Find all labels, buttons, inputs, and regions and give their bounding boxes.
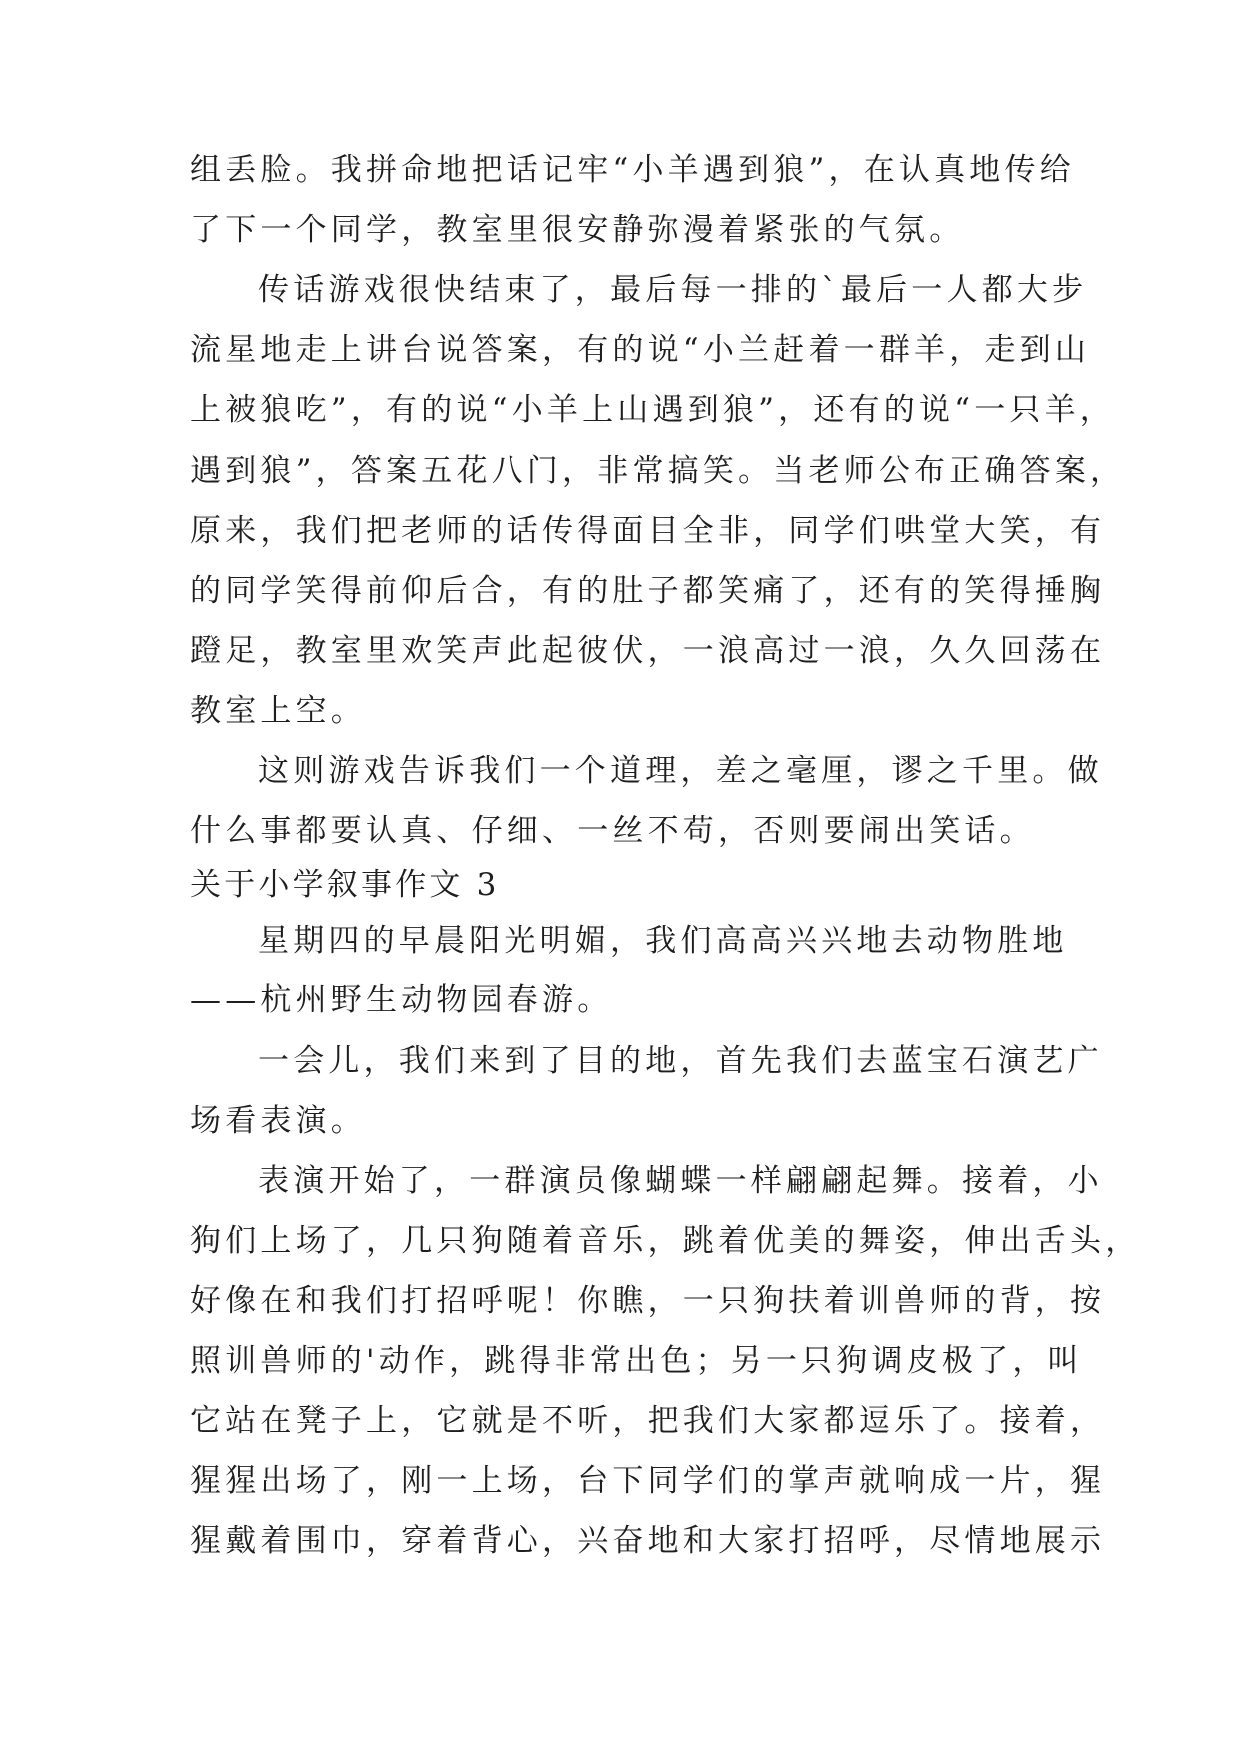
text-line: 猩戴着围巾，穿着背心，兴奋地和大家打招呼，尽情地展示 <box>190 1523 1106 1559</box>
paragraph-start-line: 这则游戏告诉我们一个道理，差之毫厘，谬之千里。做 <box>258 753 1103 789</box>
paragraph-start-line: 星期四的早晨阳光明媚，我们高高兴兴地去动物胜地 <box>258 923 1068 959</box>
text-line: 遇到狼”，答案五花八门，非常搞笑。当老师公布正确答案， <box>190 453 1126 489</box>
text-line: 蹬足，教室里欢笑声此起彼伏，一浪高过一浪，久久回荡在 <box>190 633 1106 669</box>
paragraph-start-line: 传话游戏很快结束了，最后每一排的`最后一人都大步 <box>258 272 1088 308</box>
text-line: 上被狼吃”，有的说“小羊上山遇到狼”，还有的说“一只羊， <box>190 392 1115 428</box>
text-line: 教室上空。 <box>190 693 366 729</box>
text-line: 狗们上场了，几只狗随着音乐，跳着优美的舞姿，伸出舌头， <box>190 1223 1141 1259</box>
text-line: 好像在和我们打招呼呢！你瞧，一只狗扶着训兽师的背，按 <box>190 1283 1106 1319</box>
paragraph-start-line: 一会儿，我们来到了目的地，首先我们去蓝宝石演艺广 <box>258 1043 1103 1079</box>
text-line: 了下一个同学，教室里很安静弥漫着紧张的气氛。 <box>190 212 965 248</box>
text-line: 场看表演。 <box>190 1103 366 1139</box>
section-heading: 关于小学叙事作文 3 <box>190 867 500 903</box>
text-line: ——杭州野生动物园春游。 <box>190 982 613 1018</box>
text-line: 组丢脸。我拼命地把话记牢“小羊遇到狼”，在认真地传给 <box>190 152 1075 188</box>
text-line: 猩猩出场了，刚一上场，台下同学们的掌声就响成一片，猩 <box>190 1463 1106 1499</box>
text-line: 它站在凳子上，它就是不听，把我们大家都逗乐了。接着， <box>190 1403 1106 1439</box>
text-line: 原来，我们把老师的话传得面目全非，同学们哄堂大笑，有 <box>190 513 1106 549</box>
text-line: 流星地走上讲台说答案，有的说“小兰赶着一群羊，走到山 <box>190 332 1091 368</box>
paragraph-start-line: 表演开始了，一群演员像蝴蝶一样翩翩起舞。接着，小 <box>258 1163 1103 1199</box>
text-line: 什么事都要认真、仔细、一丝不苟，否则要闹出笑话。 <box>190 813 1035 849</box>
text-line: 的同学笑得前仰后合，有的肚子都笑痛了，还有的笑得捶胸 <box>190 573 1106 609</box>
text-line: 照训兽师的'动作，跳得非常出色；另一只狗调皮极了，叫 <box>190 1343 1083 1379</box>
